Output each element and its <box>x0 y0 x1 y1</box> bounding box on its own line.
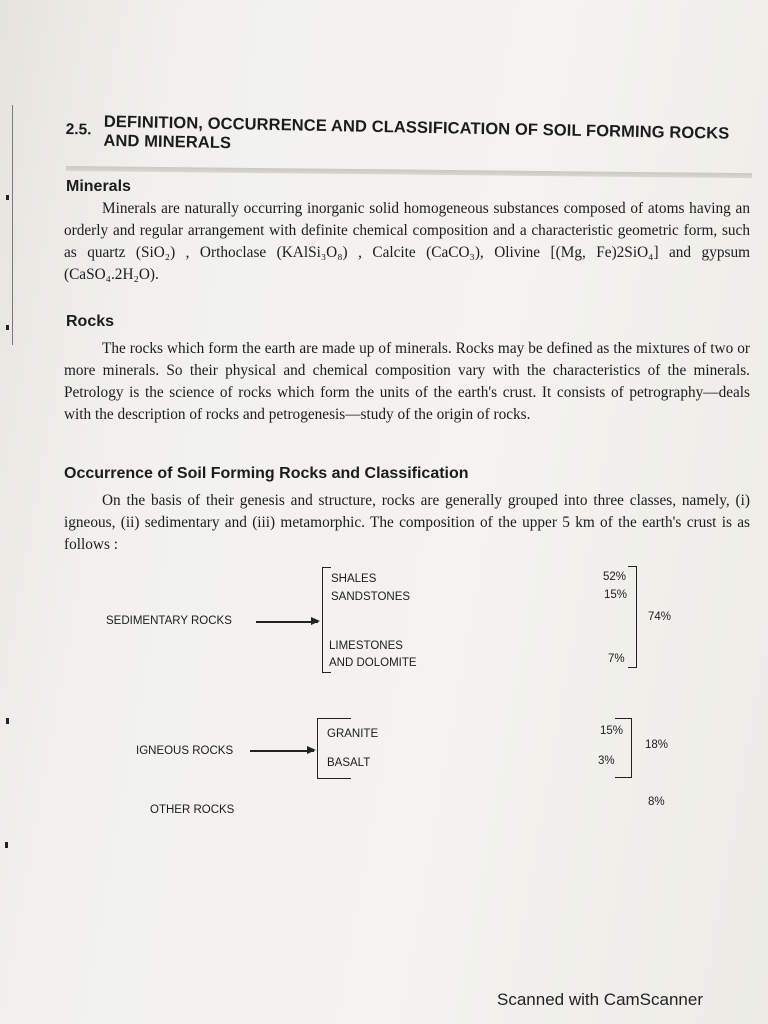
section-number: 2.5. <box>65 120 92 139</box>
sedimentary-rocks-label: SEDIMENTARY ROCKS <box>106 615 232 627</box>
occurrence-heading: Occurrence of Soil Forming Rocks and Classification <box>64 465 469 482</box>
rocks-heading: Rocks <box>66 313 115 330</box>
igneous-rocks-label: IGNEOUS ROCKS <box>136 745 234 757</box>
sedimentary-item-pct: 7% <box>608 653 625 665</box>
other-rocks-label: OTHER ROCKS <box>150 804 235 816</box>
sedimentary-total: 74% <box>648 611 672 623</box>
sedimentary-item-pct: 15% <box>604 589 628 601</box>
rocks-paragraph: The rocks which form the earth are made up of minerals. Rocks may be defined as the mixtures of two or more minerals. So their physical and chemical composition vary with the characteristics of the minerals. Petrology is the science of rocks which form the units of the earth's crust. It consists of petrography—deals with the description of rocks and petrogenesis—study of the origin of rocks. <box>64 340 750 423</box>
sedimentary-item-pct: 52% <box>603 571 627 583</box>
igneous-item-name: GRANITE <box>327 728 379 740</box>
sedimentary-arrow <box>256 621 318 623</box>
sedimentary-item-name: SHALES <box>331 573 377 585</box>
sedimentary-right-bracket <box>628 566 637 668</box>
section-title: DEFINITION, OCCURRENCE AND CLASSIFICATION OF SOIL FORMING ROCKS AND MINERALS <box>103 112 730 153</box>
igneous-total: 18% <box>645 739 669 751</box>
igneous-arrow <box>250 750 314 752</box>
occurrence-paragraph: On the basis of their genesis and structure, rocks are generally grouped into three classes, namely, (i) igneous, (ii) sedimentary and (iii) metamorphic. The composition of the upper 5 km of the earth's crust is as follows : <box>64 492 750 553</box>
minerals-paragraph: Minerals are naturally occurring inorganic solid homogeneous substances composed of atoms having an orderly and regular arrangement with definite chemical composition and a characteristic geometric form, such as quartz (SiO₂) , Orthoclase (KAlSi₃O₈) , Calcite (CaCO₃), Olivine [(Mg, Fe)2SiO₄] and gypsum (CaSO₄.2H₂O). <box>64 200 750 283</box>
igneous-item-pct: 15% <box>600 725 624 737</box>
igneous-item-pct: 3% <box>598 755 615 767</box>
other-rocks-total: 8% <box>648 796 665 808</box>
igneous-item-name: BASALT <box>327 757 371 769</box>
scanner-watermark: Scanned with CamScanner <box>497 990 704 1009</box>
minerals-heading: Minerals <box>66 178 131 195</box>
igneous-right-bracket <box>615 718 632 778</box>
sedimentary-item-name: LIMESTONES AND DOLOMITE <box>329 640 417 669</box>
sedimentary-item-name: SANDSTONES <box>331 591 411 603</box>
